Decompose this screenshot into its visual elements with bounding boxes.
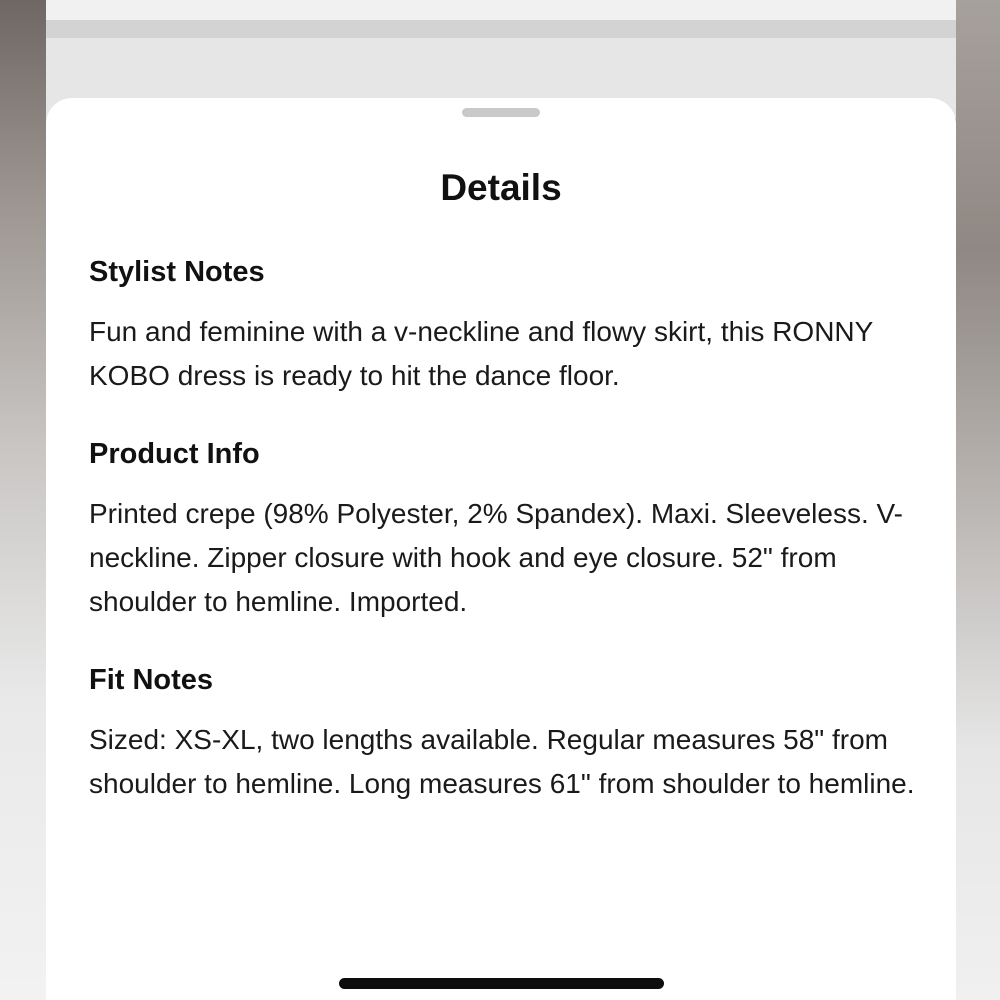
product-info-section (89, 434, 919, 624)
background-divider (46, 20, 956, 38)
sheet-drag-handle[interactable] (462, 108, 540, 117)
section-body: Sized: XS-XL, two lengths available. Regular measures 58" from shoulder to hemline. Long measures 61" from shoulder to hemline. (89, 724, 915, 799)
details-bottom-sheet (46, 98, 956, 1000)
stylist-notes-section (89, 252, 919, 398)
section-heading: Product Info (89, 438, 260, 470)
sheet-title: Details (440, 167, 562, 208)
section-heading: Stylist Notes (89, 256, 265, 288)
section-body: Printed crepe (98% Polyester, 2% Spandex). Maxi. Sleeveless. V-neckline. Zipper closure with hook and eye closure. 52" from shoulder to hemline. Imported. (89, 498, 903, 617)
background-right-edge (956, 0, 1000, 1000)
home-indicator-bar[interactable] (339, 978, 664, 989)
background-left-edge (0, 0, 46, 1000)
section-body: Fun and feminine with a v-neckline and flowy skirt, this RONNY KOBO dress is ready to hit the dance floor. (89, 316, 873, 391)
section-heading: Fit Notes (89, 664, 214, 696)
fit-notes-section (89, 660, 919, 806)
background-card (46, 0, 956, 20)
